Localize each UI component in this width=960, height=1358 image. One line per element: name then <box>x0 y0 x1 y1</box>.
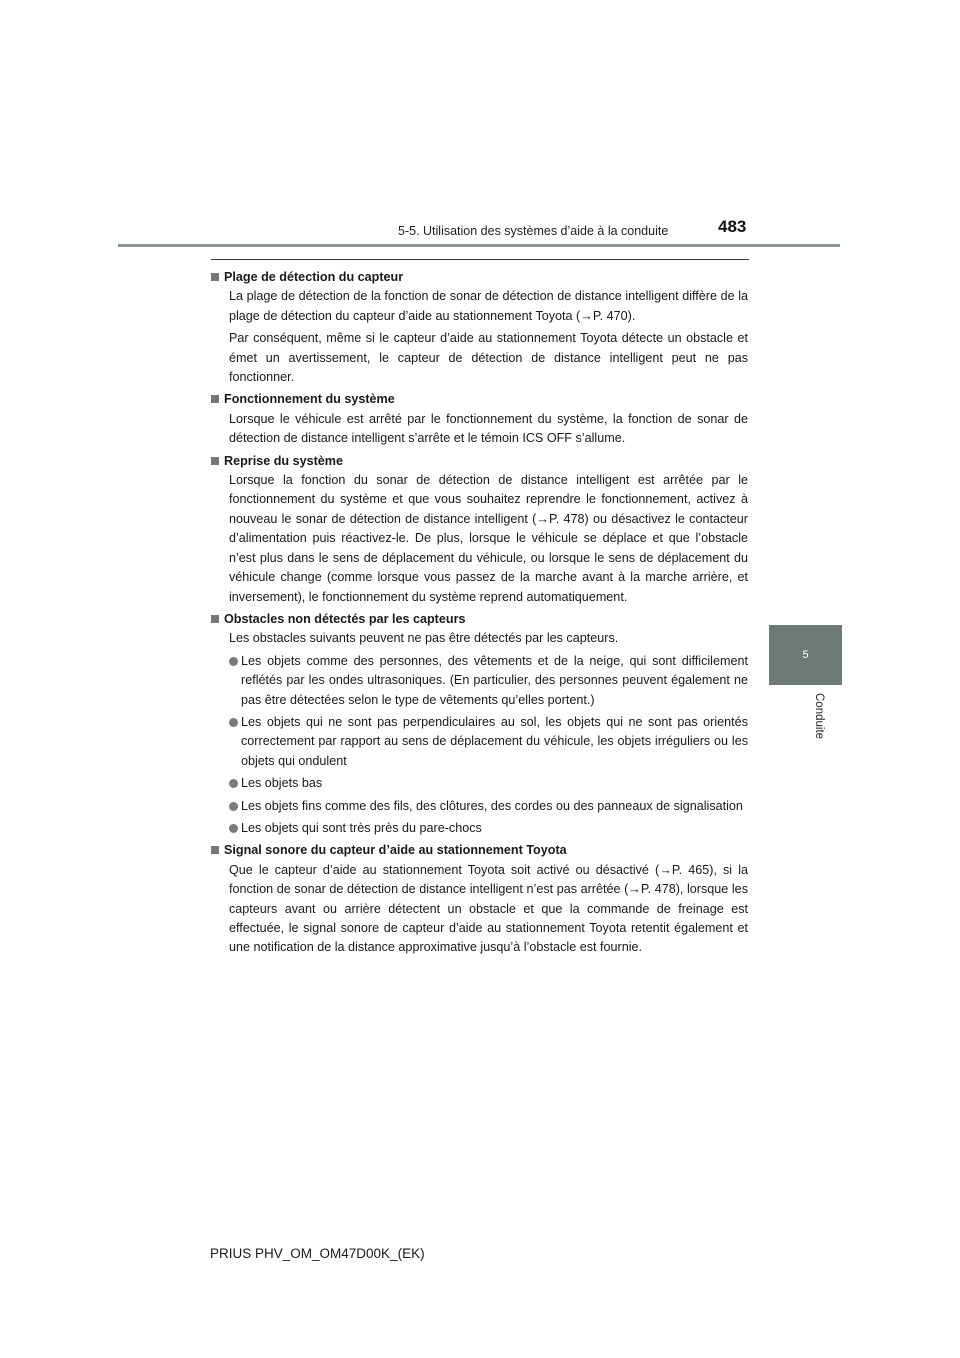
section-title-text: Reprise du système <box>224 453 343 468</box>
square-bullet-icon <box>211 615 219 623</box>
content-divider <box>211 259 749 260</box>
list-item <box>229 797 748 816</box>
section-title <box>211 841 748 860</box>
chapter-tab-number: 5 <box>802 649 809 661</box>
section-title <box>211 390 748 409</box>
footer-model-code: PRIUS PHV_OM_OM47D00K_(EK) <box>210 1246 425 1261</box>
chapter-tab-label: Conduite <box>813 693 825 740</box>
section-parking-sensor-buzzer <box>211 841 748 957</box>
section-title <box>211 610 748 629</box>
section-system-operation <box>211 390 748 448</box>
square-bullet-icon <box>211 846 219 854</box>
section-title-text: Plage de détection du capteur <box>224 270 404 284</box>
list-item-text: Les objets fins comme des fils, des clôtures, des cordes ou des panneaux de signalisation <box>241 798 743 813</box>
round-bullet-icon <box>229 824 238 833</box>
list-item <box>229 652 748 710</box>
list-item-text: Les objets qui ne sont pas perpendiculaires au sol, les objets qui ne sont pas orientés correctement par rapport au sens de déplacement du véhicule, les objets irréguliers ou les objets qui ondulent <box>241 714 748 768</box>
section-title-text: Obstacles non détectés par les capteurs <box>224 611 466 626</box>
list-item <box>229 713 748 771</box>
round-bullet-icon <box>229 802 238 811</box>
header-section-title: 5-5. Utilisation des systèmes d’aide à la conduite <box>398 224 669 238</box>
square-bullet-icon <box>211 395 219 403</box>
section-title-text: Signal sonore du capteur d’aide au stationnement Toyota <box>224 843 567 858</box>
section-title <box>211 268 748 287</box>
bullet-list <box>229 652 748 839</box>
paragraph: Par conséquent, même si le capteur d’aide au stationnement Toyota détecte un obstacle et émet un avertissement, le capteur de détection de distance intelligent peut ne pas fonctionner. <box>229 331 748 385</box>
section-title-text: Fonctionnement du système <box>224 392 395 407</box>
round-bullet-icon <box>229 718 238 727</box>
header-divider <box>118 244 840 247</box>
section-undetected-obstacles <box>211 610 748 838</box>
paragraph: Les obstacles suivants peuvent ne pas être détectés par les capteurs. <box>229 631 619 646</box>
square-bullet-icon <box>211 457 219 465</box>
paragraph: Que le capteur d’aide au stationnement Toyota soit activé ou désactivé (→P. 465), si la fonction de sonar de détection de distance intelligent n’est pas arrêtée (→P. 478), lorsque les capteurs avant ou arrière détectent un obstacle et que la commande de freinage est effectuée, le signal sonore de capteur d’aide au stationnement Toyota retentit également et une notification de la distance approximative jusqu’à l’obstacle est fournie. <box>229 862 748 955</box>
page-content <box>211 268 748 961</box>
chapter-tab[interactable] <box>769 625 842 685</box>
list-item-text: Les objets comme des personnes, des vêtements et de la neige, qui sont difficilement reflétés par les ondes ultrasoniques. (En particulier, des personnes peuvent également ne pas être détectées selon le type de vêtements qu’elles portent.) <box>241 653 748 707</box>
section-system-resume <box>211 452 748 607</box>
section-detection-range <box>211 268 748 387</box>
list-item <box>229 774 748 793</box>
section-title <box>211 452 748 471</box>
paragraph: Lorsque le véhicule est arrêté par le fonctionnement du système, la fonction de sonar de détection de distance intelligent s’arrête et le témoin ICS OFF s’allume. <box>229 411 748 446</box>
paragraph: Lorsque la fonction du sonar de détection de distance intelligent est arrêtée par le fonctionnement du système et que vous souhaitez reprendre le fonctionnement, activez à nouveau le sonar de détection de distance intelligent (→P. 478) ou désactivez le contacteur d’alimentation puis réactivez-le. De plus, lorsque le véhicule se déplace et que l’obstacle n’est plus dans le sens de déplacement du véhicule, ou lorsque le sens de déplacement du véhicule change (comme lorsque vous passez de la marche avant à la marche arrière, et inversement), le fonctionnement du système reprend automatiquement. <box>229 473 748 604</box>
list-item-text: Les objets qui sont très près du pare-chocs <box>241 820 482 835</box>
round-bullet-icon <box>229 657 238 666</box>
list-item-text: Les objets bas <box>241 776 323 791</box>
round-bullet-icon <box>229 779 238 788</box>
list-item <box>229 819 748 838</box>
page-number: 483 <box>718 217 747 236</box>
square-bullet-icon <box>211 273 219 281</box>
paragraph: La plage de détection de la fonction de sonar de détection de distance intelligent diffère de la plage de détection du capteur d’aide au stationnement Toyota (→P. 470). <box>229 289 748 323</box>
